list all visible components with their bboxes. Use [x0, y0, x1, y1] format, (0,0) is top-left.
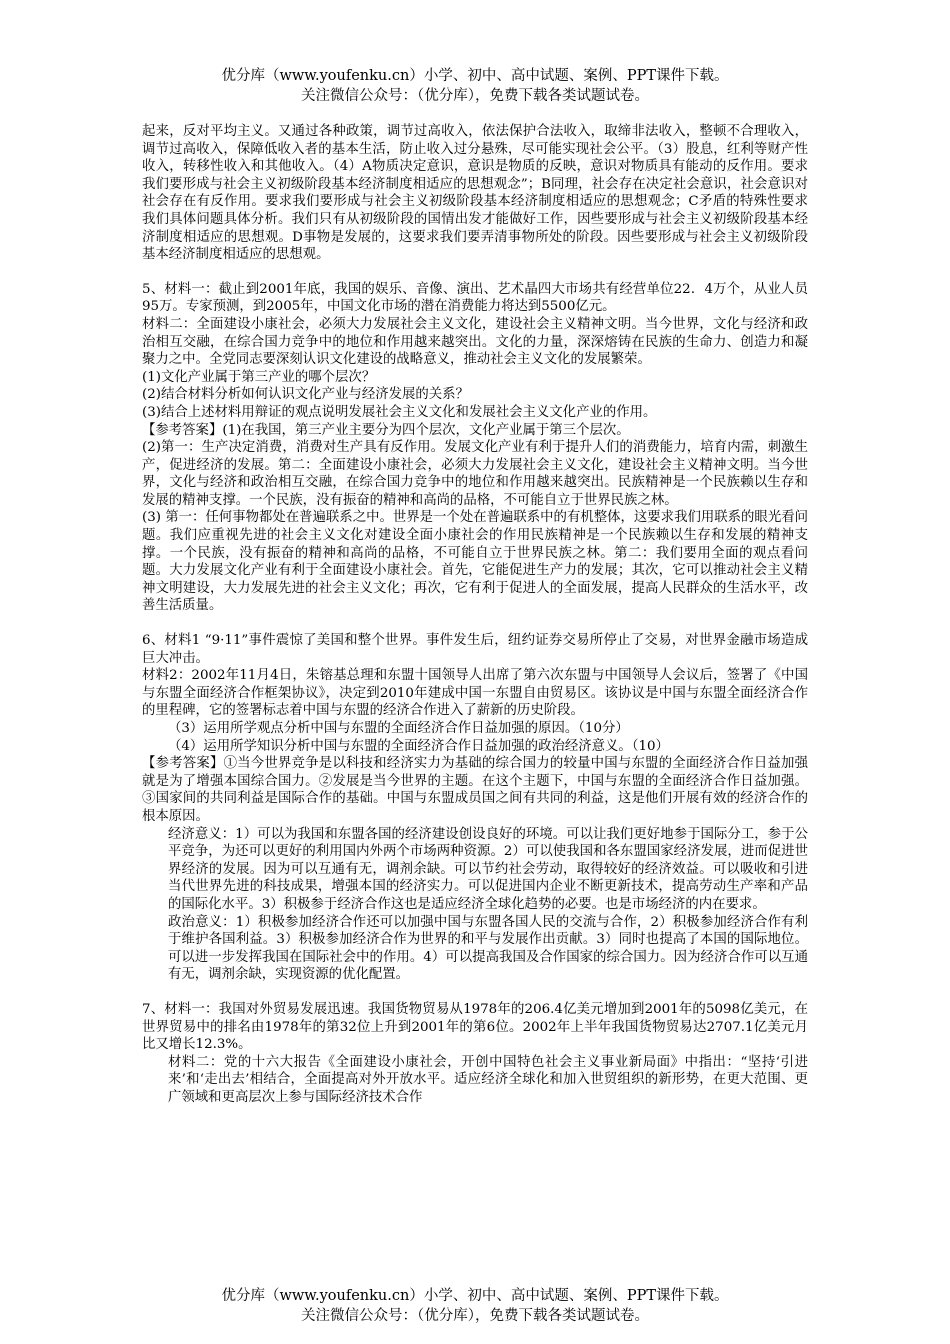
footer-line-1: 优分库（www.youfenku.cn）小学、初中、高中试题、案例、PPT课件下载。 [221, 1288, 729, 1304]
q5-question-3: (3)结合上述材料用辩证的观点说明发展社会主义文化和发展社会主义文化产业的作用。 [142, 404, 657, 420]
q5-answer-1: 【参考答案】(1)在我国，第三产业主要分为四个层次，文化产业属于第三个层次。 [142, 422, 630, 438]
footer-line-2: 关注微信公众号：（优分库），免费下载各类试题试卷。 [301, 1308, 649, 1324]
header-line-1: 优分库（www.youfenku.cn）小学、初中、高中试题、案例、PPT课件下载。 [221, 68, 729, 84]
q7-material-1: 7、材料一：我国对外贸易发展迅速。我国货物贸易从1978年的206.4亿美元增加到2001年的5098亿美元，在世界贸易中的排名由1978年的第32位上升到2001年的第6位。2002年上半年我国货物贸易达2707.1亿美元月比又增长12.3%。 [142, 1001, 808, 1053]
document-body [142, 123, 808, 1106]
page-header [0, 66, 950, 106]
q5-material-2: 材料二：全面建设小康社会，必须大力发展社会主义文化，建设社会主义精神文明。当今世界，文化与经济和政治相互交融，在综合国力竞争中的地位和作用越来越突出。文化的力量，深深熔铸在民族的生命力、创造力和凝聚力之中。全党同志要深刻认识文化建设的战略意义，推动社会主义文化的发展繁荣。 [142, 316, 808, 368]
q6-material-1: 6、材料1 “9·11”事件震惊了美国和整个世界。事件发生后，纽约证券交易所停止了交易，对世界金融市场造成巨大冲击。 [142, 633, 808, 666]
intro-paragraph: 起来，反对平均主义。又通过各种政策，调节过高收入，依法保护合法收入，取缔非法收入，整顿不合理收入，调节过高收入，保障低收入者的基本生活，防止收入过分悬殊，尽可能实现社会公平。（3）股息，红利等财产性收入，转移性收入和其他收入。（4）A物质决定意识，意识是物质的反映，意识对物质具有能动的反作用。要求我们要形成与社会主义初级阶段基本经济制度相适应的思想观念”；B同理，社会存在决定社会意识，社会意识对社会存在有反作用。要求我们要形成与社会主义初级阶段基本经济制度相适应的思想观念；C矛盾的特殊性要求我们具体问题具体分析。我们只有从初级阶段的国情出发才能做好工作，因些要形成与社会主义初级阶段基本经济制度相适应的思想观。D事物是发展的，这要求我们要弄清事物所处的阶段。因些要形成与社会主义初级阶段基本经济制度相适应的思想观。 [142, 124, 808, 263]
q5-question-1: (1)文化产业属于第三产业的哪个层次？ [142, 369, 376, 385]
q6-material-2: 材料2：2002年11月4日，朱镕基总理和东盟十国领导人出席了第六次东盟与中国领导人会议后，签署了《中国与东盟全面经济合作框架协议》，决定到2010年建成中国一东盟自由贸易区。该协议是中国与东盟全面经济合作的里程碑，它的签署标志着中国与东盟的经济合作进入了薪新的历史阶段。 [142, 668, 808, 719]
q5-answer-2: (2)第一：生产决定消费，消费对生产具有反作用。发展文化产业有利于提升人们的消费能力，培育内需，刺激生产，促进经济的发展。第二：全面建设小康社会，必须大力发展社会主义文化，建设社会主义精神文明。当今世界，文化与经济和政治相互交融，在综合国力竞争中的地位和作用越来越突出。民族精神是一个民族赖以生存和发展的精神支撑。一个民族，没有振奋的精神和高尚的品格，不可能自立于世界民族之林。 [142, 440, 808, 508]
q6-answer-economic: 经济意义：1）可以为我国和东盟各国的经济建设创设良好的环境。可以让我们更好地参于国际分工，参于公平竞争，为还可以更好的利用国内外两个市场两种资源。2）可以使我国和各东盟国家经济发展，进而促进世界经济的发展。因为可以互通有无，调剂余缺。可以节约社会劳动，取得较好的经济效益。可以吸收和引进当代世界先进的科技成果，增强本国的经济实力。可以促进国内企业不断更新技术，提高劳动生产率和产品的国际化水平。3）积极参于经济合作这也是适应经济全球化趋势的必要。也是市场经济的内在要求。 [168, 826, 808, 912]
q5-answer-3: (3) 第一：任何事物都处在普遍联系之中。世界是一个处在普遍联系中的有机整体，这要求我们用联系的眼光看问题。我们应重视先进的社会主义文化对建设全面小康社会的作用民族精神是一个民族赖以生存和发展的精神支撑。一个民族，没有振奋的精神和高尚的品格，不可能自立于世界民族之林。第二：我们要用全面的观点看问题。大力发展文化产业有利于全面建设小康社会。首先，它能促进生产力的发展；其次，它可以推动社会主义精神文明建设，大力发展先进的社会主义文化；再次，它有利于促进人的全面发展，提高人民群众的生活水平，改善生活质量。 [142, 510, 808, 614]
q6-question-3: （3）运用所学观点分析中国与东盟的全面经济合作日益加强的原因。（10分） [168, 721, 629, 736]
q7-material-2: 材料二：党的十六大报告《全面建设小康社会，开创中国特色社会主义事业新局面》中指出：“坚持‘引进来’和‘走出去’相结合，全面提高对外开放水平。适应经济全球化和加入世贸组织的新形势，在更大范围、更广领域和更高层次上参与国际经济技术合作 [168, 1054, 808, 1105]
q5-material-1: 5、材料一：截止到2001年底，我国的娱乐、音像、演出、艺术晶四大市场共有经营单位22．4万个，从业人员95万。专家预测，到2005年，中国文化市场的潜在消费能力将达到5500亿元。 [142, 281, 808, 315]
q5-question-2: (2)结合材料分析如何认识文化产业与经济发展的关系？ [142, 387, 469, 403]
page-footer [0, 1286, 950, 1326]
header-line-2: 关注微信公众号：（优分库），免费下载各类试题试卷。 [301, 88, 649, 104]
q6-answer-1: 【参考答案】①当今世界竞争是以科技和经济实力为基础的综合国力的较量中国与东盟的全面经济合作日益加强就是为了增强本国综合国力。②发展是当今世界的主题。在这个主题下，中国与东盟的全面经济合作日益加强。③国家间的共同利益是国际合作的基础。中国与东盟成员国之间有共同的利益，这是他们开展有效的经济合作的根本原因。 [142, 756, 808, 824]
q6-answer-political: 政治意义：1）积极参加经济合作还可以加强中国与东盟各国人民的交流与合作，2）积极参加经济合作有利于维护各国利益。3）积极参加经济合作为世界的和平与发展作出贡献。3）同时也提高了本国的国际地位。可以进一步发挥我国在国际社会中的作用。4）可以提高我国及合作国家的综合国力。因为经济合作可以互通有无，调剂余缺，实现资源的优化配置。 [168, 914, 808, 983]
q6-question-4: （4）运用所学知识分析中国与东盟的全面经济合作日益加强的政治经济意义。（10） [168, 738, 669, 754]
